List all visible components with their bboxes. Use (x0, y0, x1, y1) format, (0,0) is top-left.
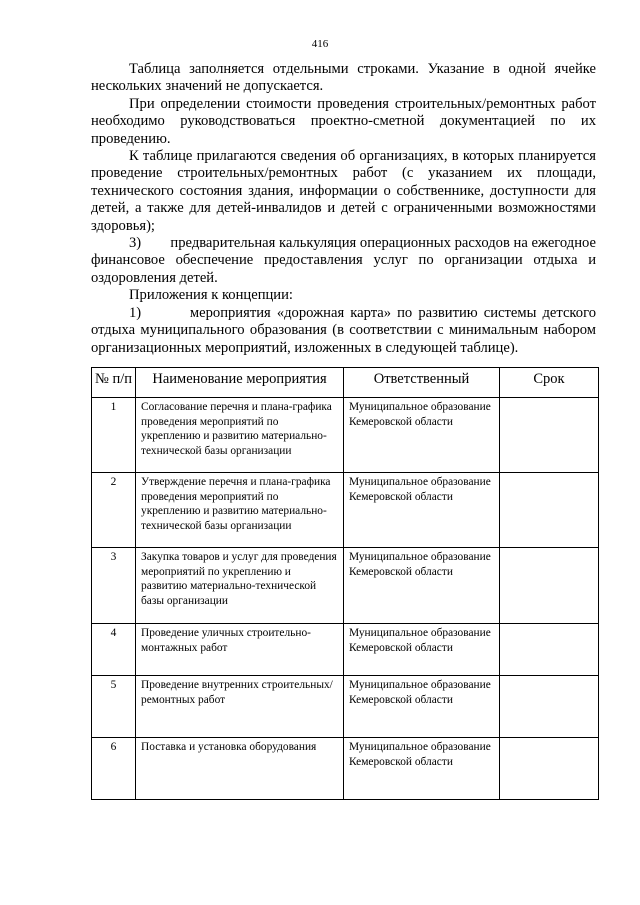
row-event-name-cell: Проведение внутренних строительных/ремонтных работ (136, 676, 344, 738)
body-text (91, 61, 600, 357)
roadmap-table (91, 367, 599, 800)
table-row (92, 398, 599, 473)
table-header-row (92, 368, 599, 398)
row-term-cell (500, 738, 599, 800)
row-number-cell: 3 (92, 548, 136, 624)
row-responsible-cell: Муниципальное образование Кемеровской области (344, 398, 500, 473)
header-term: Срок (500, 368, 599, 398)
table-row (92, 624, 599, 676)
paragraph-roadmap: 1) мероприятия «дорожная карта» по развитию системы детского отдыха муниципального образования (в соответствии с минимальным набором организационных мероприятий, изложенных в следующей таблице). (91, 304, 600, 356)
row-term-cell (500, 473, 599, 548)
row-event-name-cell: Закупка товаров и услуг для проведения мероприятий по укреплению и развитию материально-технической базы организации (136, 548, 344, 624)
row-number-cell: 1 (92, 398, 136, 473)
row-term-cell (500, 398, 599, 473)
paragraph-attachments: К таблице прилагаются сведения об организациях, в которых планируется проведение строительных/ремонтных работ (с указанием их площади, технического состояния здания, информации о собственнике, доступности для детей, а также для детей-инвалидов и детей с ограниченными возможностями здоровья); (91, 148, 596, 234)
header-number: № п/п (92, 368, 136, 398)
row-responsible-cell: Муниципальное образование Кемеровской области (344, 548, 500, 624)
table-row (92, 473, 599, 548)
row-term-cell (500, 548, 599, 624)
row-number-cell: 6 (92, 738, 136, 800)
row-responsible-cell: Муниципальное образование Кемеровской области (344, 676, 500, 738)
row-number-cell: 4 (92, 624, 136, 676)
row-responsible-cell: Муниципальное образование Кемеровской области (344, 624, 500, 676)
row-term-cell (500, 624, 599, 676)
row-responsible-cell: Муниципальное образование Кемеровской области (344, 738, 500, 800)
row-event-name-cell: Согласование перечня и плана-графика проведения мероприятий по укреплению и развитию материально-технической базы организации (136, 398, 344, 473)
header-event-name: Наименование мероприятия (136, 368, 344, 398)
table-row (92, 548, 599, 624)
row-responsible-cell: Муниципальное образование Кемеровской области (344, 473, 500, 548)
paragraph-table-rows: Таблица заполняется отдельными строками. Указание в одной ячейке нескольких значений не допускается. (91, 61, 596, 95)
row-event-name-cell: Утверждение перечня и плана-графика проведения мероприятий по укреплению и развитию материально-технической базы организации (136, 473, 344, 548)
row-term-cell (500, 676, 599, 738)
row-number-cell: 5 (92, 676, 136, 738)
paragraph-calculation: 3) предварительная калькуляция операционных расходов на ежегодное финансовое обеспечение предоставления услуг по организации отдыха и оздоровления детей. (91, 235, 600, 286)
row-event-name-cell: Проведение уличных строительно-монтажных работ (136, 624, 344, 676)
paragraph-cost: При определении стоимости проведения строительных/ремонтных работ необходимо руководствоваться проектно-сметной документацией по их проведению. (91, 95, 596, 147)
row-number-cell: 2 (92, 473, 136, 548)
row-event-name-cell: Поставка и установка оборудования (136, 738, 344, 800)
header-responsible: Ответственный (344, 368, 500, 398)
table-row (92, 676, 599, 738)
page-number: 416 (311, 38, 329, 50)
table-row (92, 738, 599, 800)
paragraph-appendices-heading: Приложения к концепции: (129, 287, 293, 304)
